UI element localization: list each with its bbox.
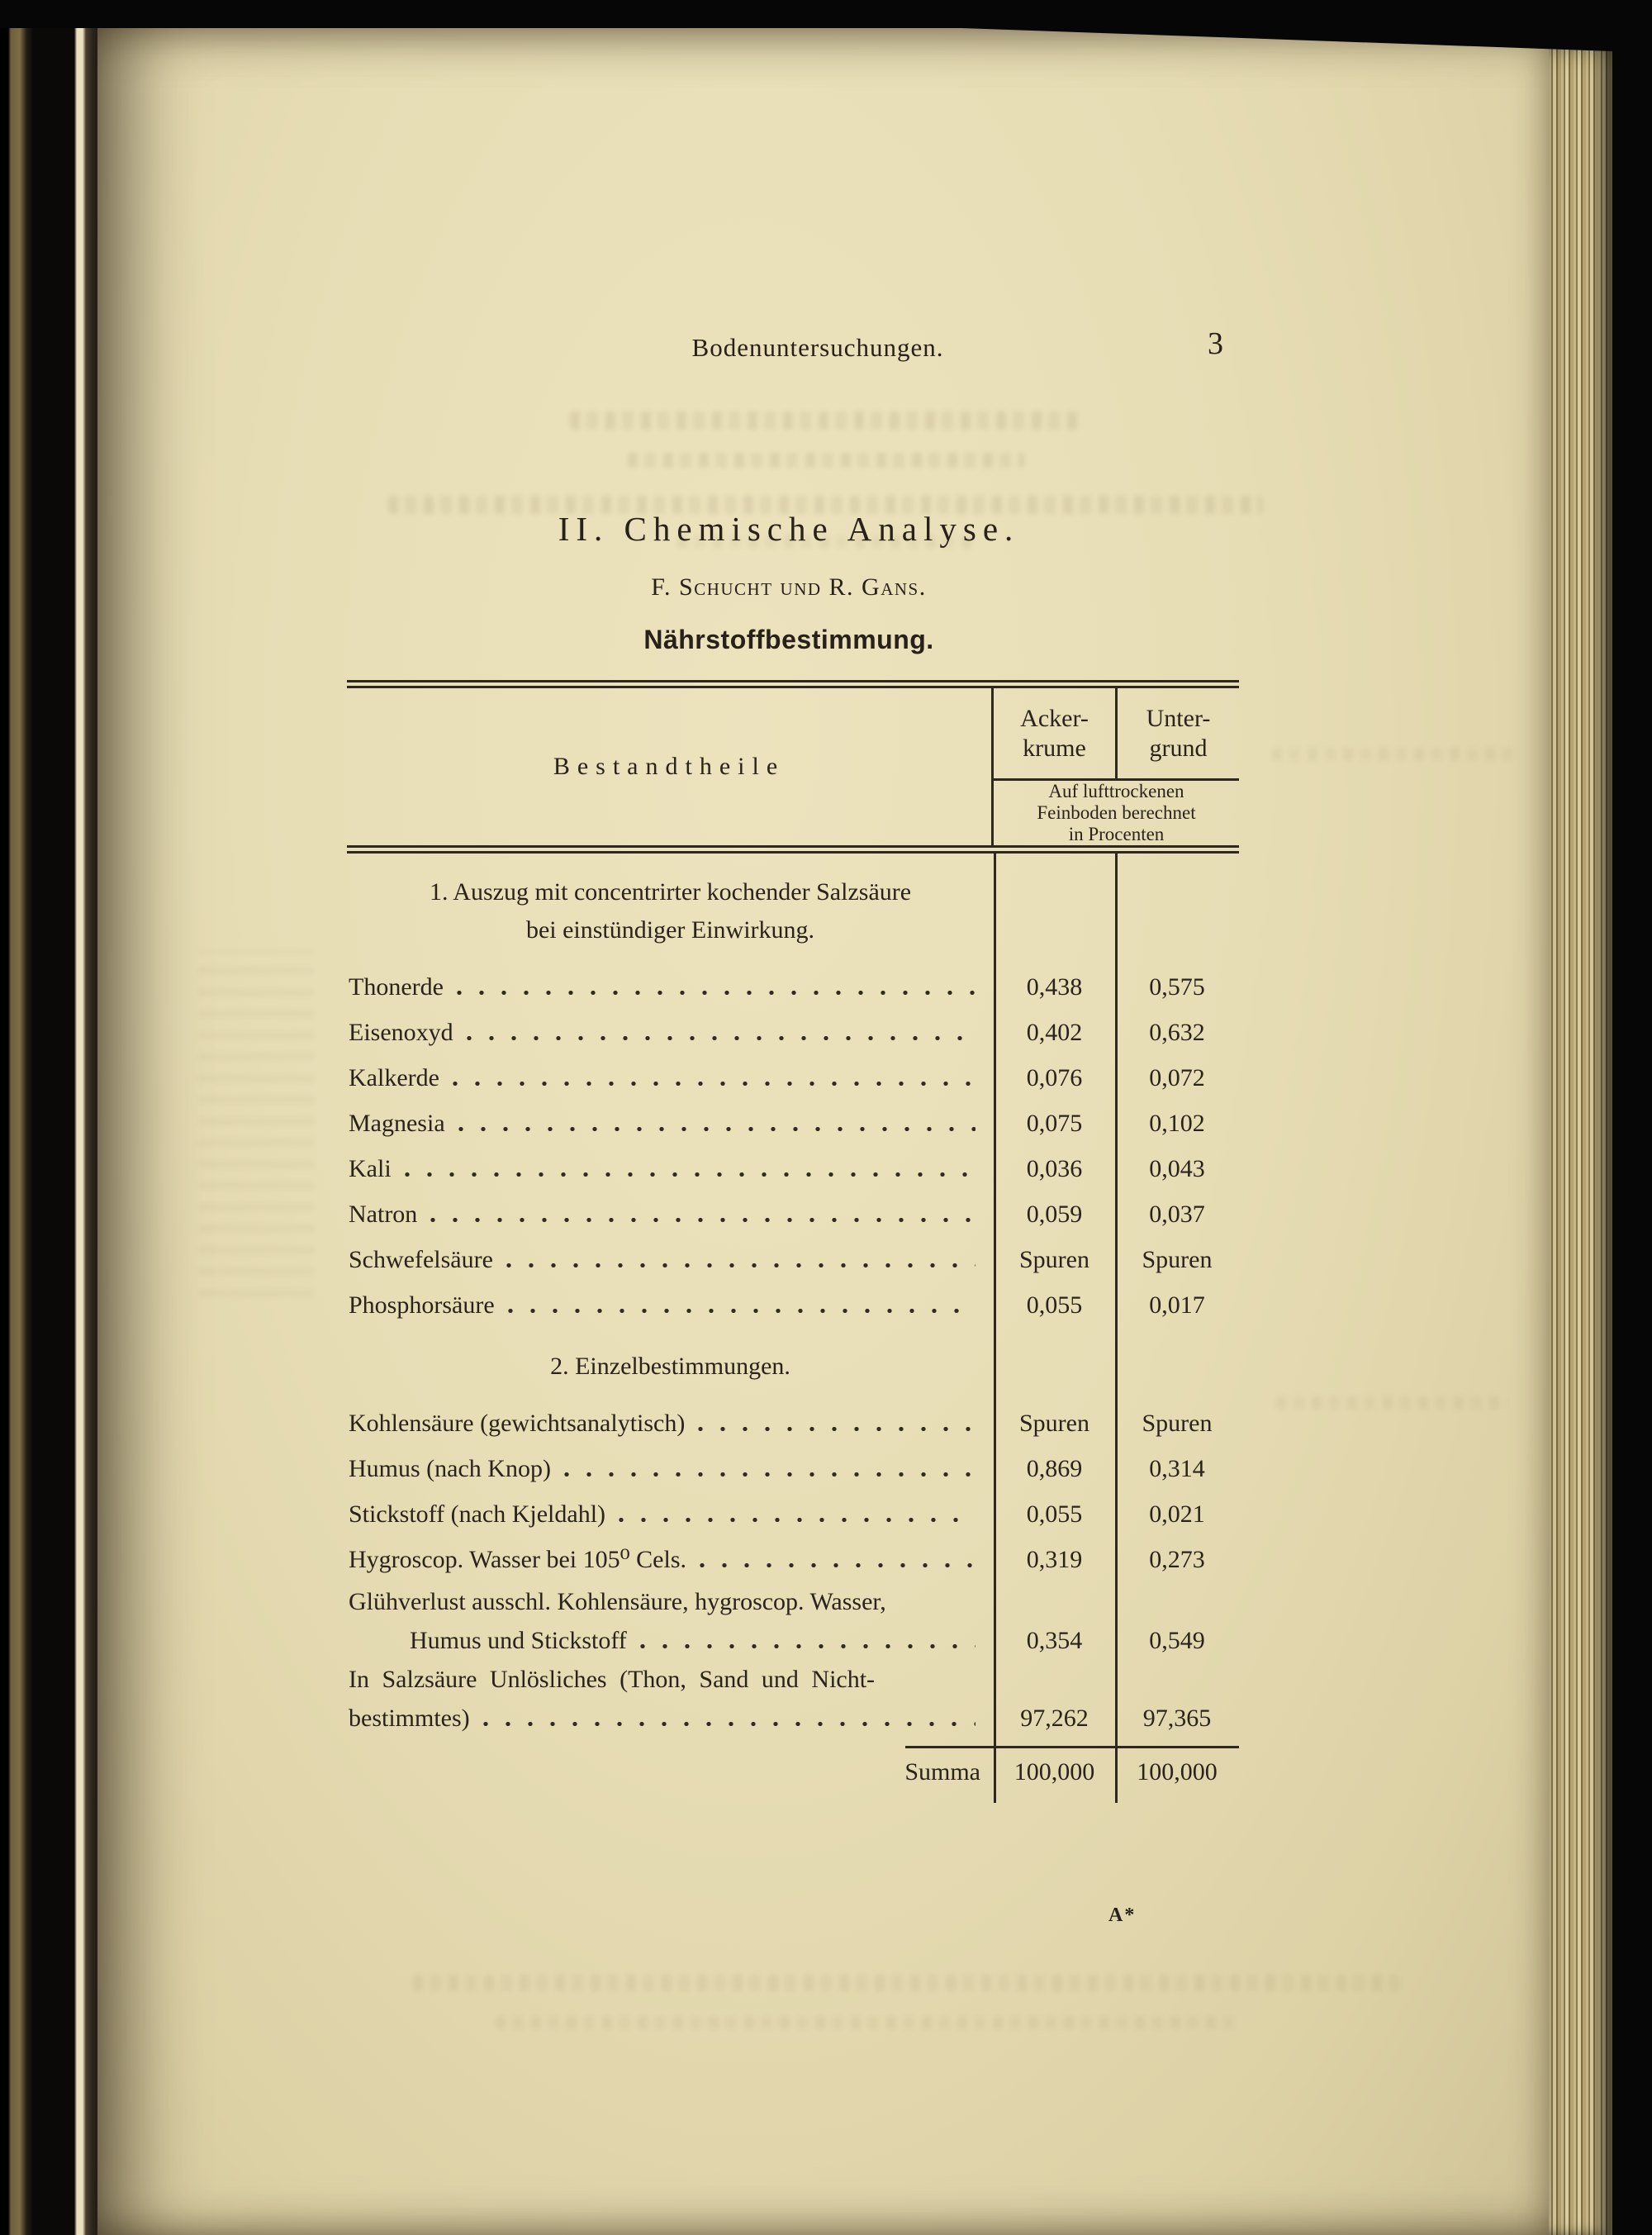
- ackerkrume-value: 0,354: [1026, 1627, 1083, 1654]
- untergrund-value: 0,072: [1149, 1064, 1205, 1091]
- dot-leader: [405, 1172, 976, 1177]
- dot-leader: [700, 1563, 976, 1567]
- summa-label: Summa: [904, 1758, 980, 1786]
- column-header-untergrund: [1118, 688, 1239, 778]
- untergrund-value: 0,273: [1149, 1546, 1205, 1573]
- columns-subheader: [994, 778, 1239, 845]
- table-row: [347, 1400, 1239, 1446]
- row-label: Eisenoxyd: [349, 1019, 453, 1046]
- ackerkrume-value: 0,059: [1026, 1201, 1083, 1228]
- untergrund-value: 0,037: [1149, 1201, 1205, 1228]
- page-number: 3: [1208, 326, 1223, 361]
- subheader-text: Feinboden berechnet: [1037, 802, 1196, 823]
- ackerkrume-value: 97,262: [1020, 1705, 1089, 1732]
- ackerkrume-value: 0,438: [1026, 973, 1083, 1001]
- row-label: Glühverlust ausschl. Kohlensäure, hygroscop. Wasser,: [349, 1588, 886, 1615]
- untergrund-value: 0,575: [1149, 973, 1205, 1001]
- table-header-rule: [347, 845, 1239, 854]
- ackerkrume-value: 0,402: [1026, 1019, 1083, 1046]
- table-row: [347, 1146, 1239, 1191]
- table-row: [347, 1010, 1239, 1055]
- row-label-continued: [349, 1699, 994, 1738]
- untergrund-value: Spuren: [1142, 1246, 1213, 1273]
- row-label: Humus (nach Knop): [349, 1455, 551, 1482]
- book-spine-edge: [0, 0, 97, 2235]
- dot-leader: [467, 1036, 976, 1040]
- authors-line: F. Schucht und R. Gans.: [651, 573, 927, 601]
- table-row: [347, 1582, 1239, 1660]
- column-header-text: krume: [1023, 734, 1086, 762]
- scan-background-right: [1612, 0, 1652, 2235]
- column-header-text: grund: [1149, 734, 1208, 762]
- ackerkrume-value: 0,869: [1026, 1455, 1083, 1482]
- section-title: [347, 1348, 994, 1386]
- subheader-text: in Procenten: [1068, 824, 1165, 844]
- summa-untergrund-value: 100,000: [1137, 1758, 1218, 1786]
- column-header-bestandtheile: Bestandtheile: [553, 753, 786, 780]
- untergrund-value: 0,017: [1149, 1291, 1205, 1319]
- section-title-line: bei einstündiger Einwirkung.: [525, 916, 815, 944]
- dot-leader: [508, 1309, 976, 1313]
- row-label: Humus und Stickstoff: [410, 1627, 627, 1654]
- section-title: [347, 873, 994, 949]
- table-row: [347, 1491, 1239, 1537]
- dot-leader: [453, 1082, 976, 1086]
- subheader-text: Auf lufttrockenen: [1048, 781, 1184, 801]
- ackerkrume-value: 0,055: [1026, 1500, 1083, 1528]
- dot-leader: [619, 1518, 976, 1522]
- section-title-line: 2. Einzelbestimmungen.: [550, 1353, 790, 1380]
- dot-leader: [458, 1127, 976, 1131]
- summa-ackerkrume-value: 100,000: [1014, 1758, 1095, 1786]
- row-label: Schwefelsäure: [349, 1246, 493, 1273]
- column-header-ackerkrume: [994, 688, 1118, 778]
- dot-leader: [564, 1472, 976, 1477]
- row-label: Natron: [349, 1201, 418, 1228]
- row-label: Hygroscop. Wasser bei 105⁰ Cels.: [349, 1546, 686, 1573]
- column-header-text: Acker-: [1020, 704, 1089, 732]
- vertical-rule-left: [994, 854, 996, 1803]
- row-label-lines: [349, 1660, 994, 1738]
- row-label: Magnesia: [349, 1110, 445, 1137]
- running-head: Bodenuntersuchungen.: [691, 333, 944, 362]
- dot-leader: [698, 1427, 976, 1431]
- dot-leader: [457, 991, 976, 995]
- ackerkrume-value: 0,319: [1026, 1546, 1083, 1573]
- section-heading: Nährstoffbestimmung.: [643, 625, 934, 654]
- section-title-line: 1. Auszug mit concentrirter kochender Salzsäure: [429, 878, 912, 906]
- table-header: [347, 688, 1239, 845]
- ackerkrume-value: 0,076: [1026, 1064, 1083, 1091]
- dot-leader: [430, 1218, 976, 1222]
- table-row: [347, 1660, 1239, 1738]
- row-label: Stickstoff (nach Kjeldahl): [349, 1500, 606, 1528]
- row-label: bestimmtes): [349, 1705, 470, 1732]
- ackerkrume-value: Spuren: [1019, 1246, 1089, 1273]
- row-label: Kalkerde: [349, 1064, 439, 1091]
- row-label: Kohlensäure (gewichtsanalytisch): [349, 1410, 686, 1437]
- table-row: [347, 1537, 1239, 1582]
- signature-mark: A*: [1108, 1905, 1137, 1926]
- table-row: [347, 1237, 1239, 1282]
- ackerkrume-value: 0,036: [1026, 1155, 1083, 1182]
- untergrund-value: 0,632: [1149, 1019, 1205, 1046]
- dot-leader: [506, 1263, 976, 1267]
- row-label-continued: [349, 1621, 994, 1660]
- row-label: In Salzsäure Unlösliches (Thon, Sand und Nicht-: [349, 1666, 876, 1693]
- untergrund-value: 97,365: [1142, 1705, 1212, 1732]
- table-row: [347, 964, 1239, 1010]
- untergrund-value: 0,314: [1149, 1455, 1205, 1482]
- table-body: [347, 854, 1239, 1803]
- chapter-title: II. Chemische Analyse.: [558, 510, 1020, 548]
- table-row: [347, 1191, 1239, 1237]
- summa-row: [347, 1748, 1239, 1796]
- value-column-titles: [994, 688, 1239, 778]
- page-stack-edges: [1549, 28, 1612, 2235]
- column-header-text: Unter-: [1146, 704, 1211, 732]
- row-label: Phosphorsäure: [349, 1291, 495, 1319]
- table-row: [347, 1282, 1239, 1328]
- dot-leader: [483, 1722, 976, 1726]
- untergrund-value: 0,102: [1149, 1110, 1205, 1137]
- table-row: [347, 1101, 1239, 1146]
- untergrund-value: 0,021: [1149, 1500, 1205, 1528]
- value-columns-header: [991, 688, 1239, 845]
- untergrund-value: Spuren: [1142, 1410, 1213, 1437]
- untergrund-value: 0,043: [1149, 1155, 1205, 1182]
- dot-leader: [640, 1644, 976, 1648]
- ackerkrume-value: 0,055: [1026, 1291, 1083, 1319]
- table-row: [347, 1446, 1239, 1491]
- row-label: Thonerde: [349, 973, 444, 1001]
- analysis-table: [347, 680, 1239, 1803]
- ackerkrume-value: 0,075: [1026, 1110, 1083, 1137]
- row-label: Kali: [349, 1155, 392, 1182]
- ackerkrume-value: Spuren: [1019, 1410, 1089, 1437]
- table-top-rule: [347, 680, 1239, 688]
- untergrund-value: 0,549: [1149, 1627, 1205, 1654]
- vertical-rule-middle: [1115, 854, 1118, 1803]
- table-row: [347, 1055, 1239, 1101]
- row-label-lines: [349, 1582, 994, 1660]
